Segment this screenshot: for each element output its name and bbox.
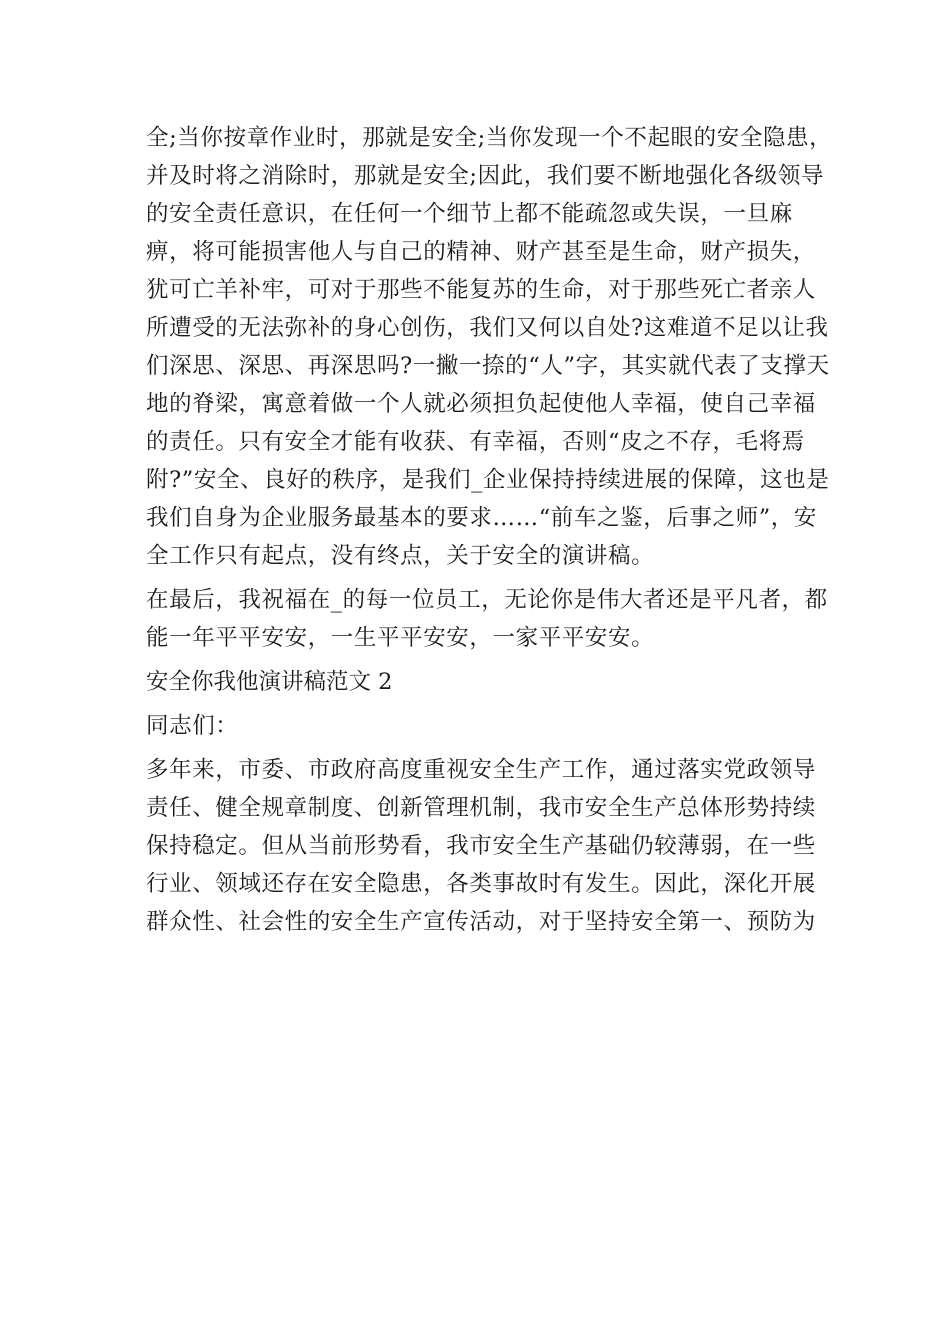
section-heading: 安全你我他演讲稿范文 2 xyxy=(146,669,393,695)
text-line: 能一年平平安安，一生平平安安，一家平平安安。 xyxy=(146,625,655,651)
text-line: 附?”安全、良好的秩序，是我们_企业保持持续进展的保障，这也是 xyxy=(146,467,830,493)
text-line: 的安全责任意识，在任何一个细节上都不能疏忽或失误，一旦麻 xyxy=(146,201,793,227)
text-line: 在最后，我祝福在_的每一位员工，无论你是伟大者还是平凡者，都 xyxy=(146,587,828,613)
text-line: 全工作只有起点，没有终点，关于安全的演讲稿。 xyxy=(146,543,655,569)
text-line: 保持稳定。但从当前形势看，我市安全生产基础仍较薄弱，在一些 xyxy=(146,833,816,859)
text-line: 痹，将可能损害他人与自己的精神、财产甚至是生命，财产损失， xyxy=(146,239,816,265)
paragraph-3 xyxy=(146,751,816,941)
text-line: 群众性、社会性的安全生产宣传活动，对于坚持安全第一、预防为 xyxy=(146,909,816,935)
text-line: 们深思、深思、再深思吗?一撇一捺的“人”字，其实就代表了支撑天 xyxy=(146,353,830,379)
paragraph-2 xyxy=(146,581,828,657)
text-line: 全;当你按章作业时，那就是安全;当你发现一个不起眼的安全隐患， xyxy=(146,125,833,151)
document-body xyxy=(146,119,833,941)
text-line: 所遭受的无法弥补的身心创伤，我们又何以自处?这难道不足以让我 xyxy=(146,315,829,341)
salutation: 同志们： xyxy=(146,713,239,739)
text-line: 的责任。只有安全才能有收获、有幸福，否则“皮之不存，毛将焉 xyxy=(146,429,805,455)
text-line: 多年来，市委、市政府高度重视安全生产工作，通过落实党政领导 xyxy=(146,757,816,783)
text-line: 犹可亡羊补牢，可对于那些不能复苏的生命，对于那些死亡者亲人 xyxy=(146,277,816,303)
text-line: 责任、健全规章制度、创新管理机制，我市安全生产总体形势持续 xyxy=(146,795,816,821)
text-line: 行业、领域还存在安全隐患，各类事故时有发生。因此，深化开展 xyxy=(146,871,816,897)
paragraph-1 xyxy=(146,119,833,575)
text-line: 地的脊梁，寓意着做一个人就必须担负起使他人幸福，使自己幸福 xyxy=(146,391,816,417)
text-line: 我们自身为企业服务最基本的要求……“前车之鉴，后事之师”，安 xyxy=(146,505,818,531)
text-line: 并及时将之消除时，那就是安全;因此，我们要不断地强化各级领导 xyxy=(146,163,825,189)
